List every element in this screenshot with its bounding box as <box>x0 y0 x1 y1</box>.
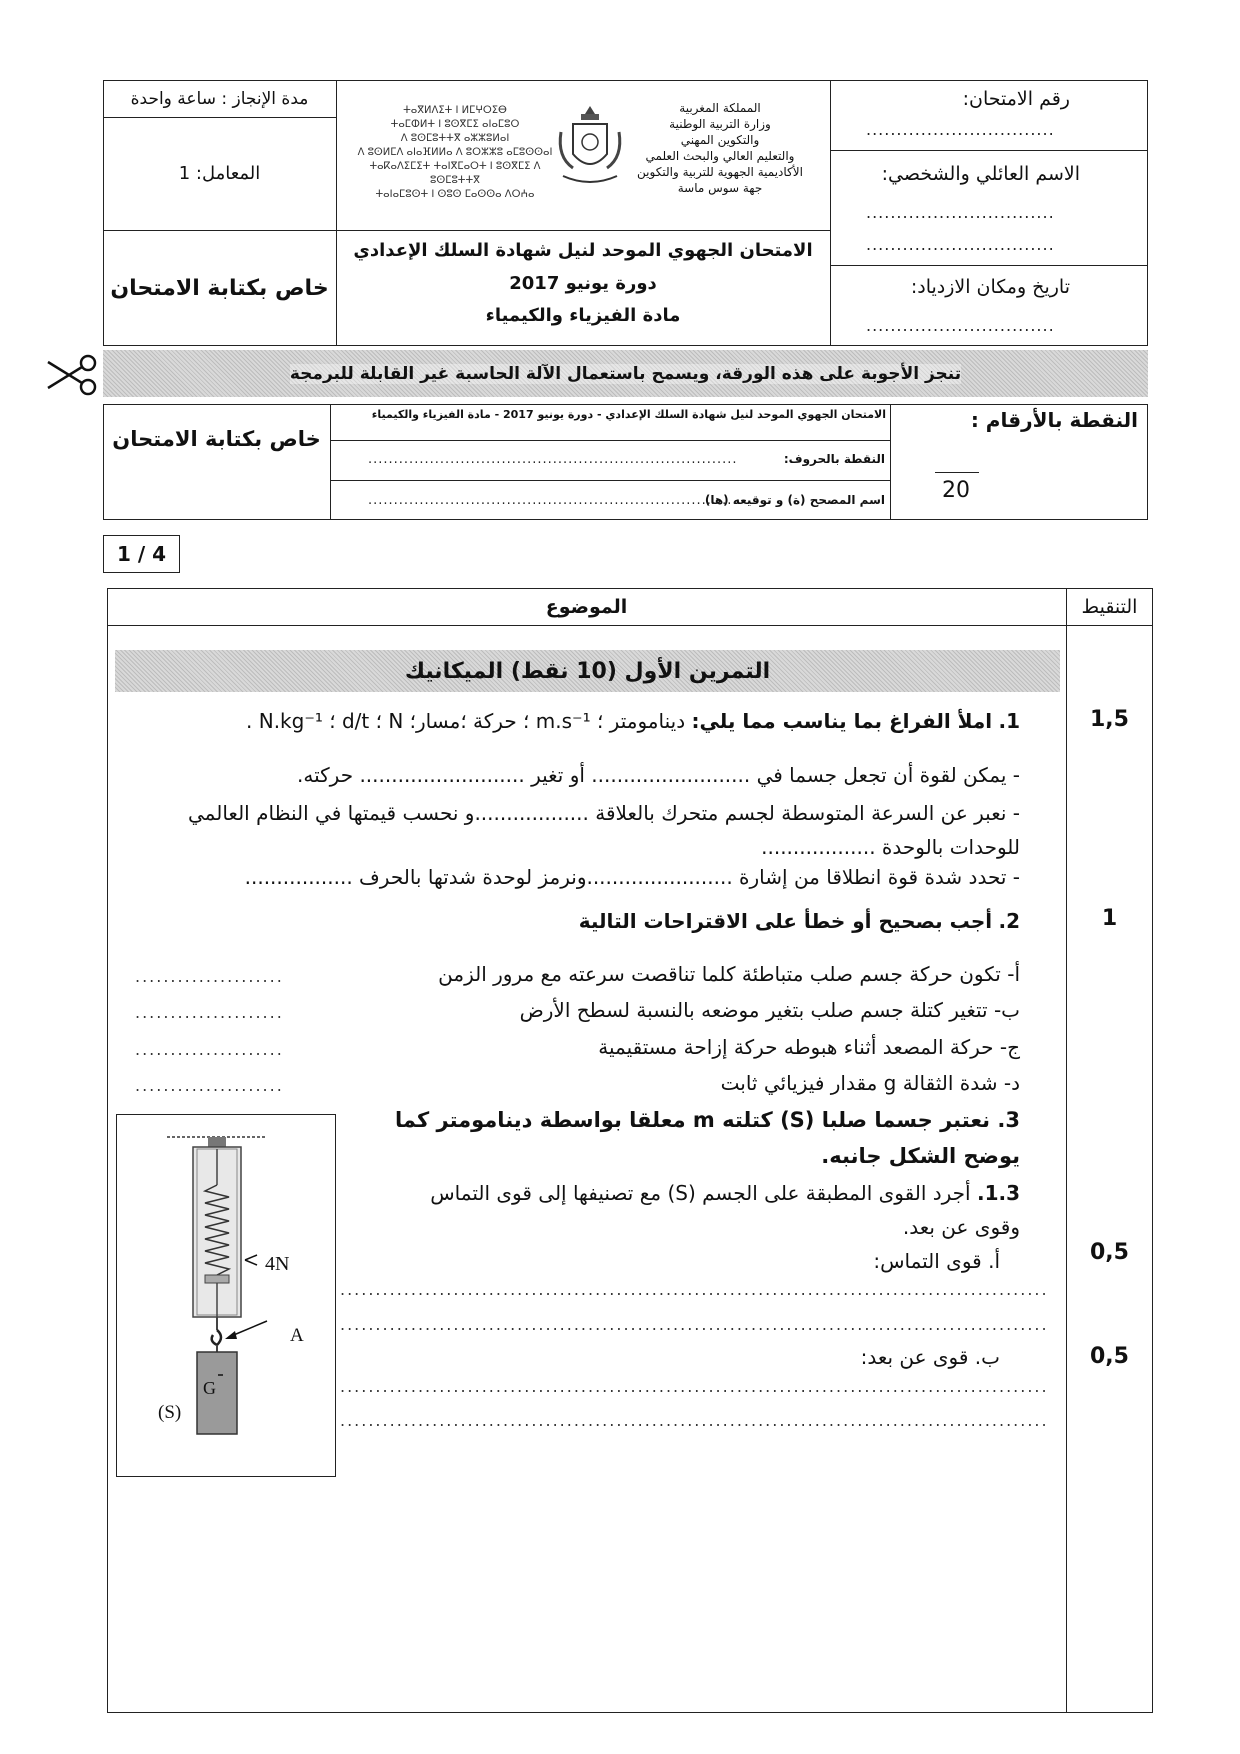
body-s-label: (S) <box>158 1402 182 1423</box>
q2-line <box>115 904 1020 938</box>
exam-title: الامتحان الجهوي الموحد لنيل شهادة السلك الإعدادي <box>353 239 813 261</box>
q2-text: أجب بصحيح أو خطأ على الاقتراحات التالية <box>578 909 993 933</box>
q2-answer-a[interactable]: ..................... <box>135 967 284 986</box>
birth-field[interactable]: ............................... <box>866 316 1055 335</box>
q1-number: 1. <box>998 709 1020 733</box>
exam-subject: مادة الفيزياء والكيمياء <box>485 304 681 326</box>
q2-answer-c[interactable]: ..................... <box>135 1040 284 1059</box>
distance-answer-2[interactable]: .................................................................................................... <box>340 1411 1049 1430</box>
score-letters-field[interactable]: ........................................................................ <box>368 452 738 467</box>
q3-number: 3. <box>997 1108 1020 1132</box>
q1-line <box>115 704 1020 738</box>
q3-1-statement: أجرد القوى المطبقة على الجسم (S) مع تصنيفها إلى قوى التماس وقوى عن بعد. <box>430 1181 1020 1239</box>
score-digits-label: النقطة بالأرقام : <box>970 408 1138 432</box>
point-a-label: A <box>290 1325 304 1346</box>
q3-contact-points: 0,5 <box>1090 1240 1129 1265</box>
q2-points: 1 <box>1101 906 1118 931</box>
corrector-field[interactable]: ........................................................................ <box>368 493 738 508</box>
birth-label: تاريخ ومكان الازدياد: <box>910 276 1070 298</box>
q1-line-c: للوحدات بالوحدة .................. <box>761 835 1020 859</box>
dynamometer-figure <box>116 1114 336 1477</box>
page-number: 1 / 4 <box>103 535 180 573</box>
q3-text <box>395 1102 1020 1174</box>
q1-options: دينامومتر ؛ m.s⁻¹ ؛ حركة ؛مسار؛ N ؛ d/t ؛ N.kg⁻¹ . <box>246 709 686 733</box>
center-g-label: G <box>203 1378 216 1398</box>
grading-reserved-label: خاص بكتابة الامتحان <box>112 427 321 451</box>
col-grading-header: التنقيط <box>1081 595 1138 618</box>
name-label: الاسم العائلي والشخصي: <box>881 163 1080 185</box>
duration-label: مدة الإنجاز : ساعة واحدة <box>130 88 309 109</box>
corrector-label: اسم المصحح (ة) و توقيعه (ها) <box>704 493 885 507</box>
tifinagh-block: ⵜⴰⴳⵍⴷⵉⵜ ⵏ ⵍⵎⵖⵔⵉⴱ ⵜⴰⵎⵀⵍⵜ ⵏ ⵓⵙⴳⵎⵉ ⴰⵏⴰⵎⵓⵔ ⴷ ⵓⵙⵎⵓⵜⵜⴳ ⴰⵣⵣⵓⵍⴰⵏ ⴷ ⵓⵙⵍⵎⴷ ⴰⵏⴰⴼⵍⵍⴰ ⴷ ⵓⵔⵣⵣⵓ ⴰⵎⵓⵙⵙⴰⵏ ⵜⴰⴽⴰⴷⵉⵎⵉⵜ ⵜⴰⵏⴳⵎⴰⵔⵜ ⵏ ⵓⵙⴳⵎⵉ ⴷ ⵓⵙⵎⵓⵜⵜⴳ ⵜⴰⵏⴰⵎⵓⵙⵜ ⵏ ⵙⵓⵙ ⵎⴰⵙⵙⴰ ⴷⵔⵄⴰ <box>357 105 553 200</box>
q3-1-number: 1.3. <box>976 1181 1020 1205</box>
name-field-1[interactable]: ............................... <box>866 203 1055 222</box>
contact-answer-1[interactable]: .................................................................................................... <box>340 1280 1049 1299</box>
coefficient-label: المعامل: 1 <box>178 163 261 184</box>
q2-item-d: د- شدة الثقالة g مقدار فيزيائي ثابت <box>720 1071 1020 1095</box>
cut-strip <box>103 350 1148 397</box>
q3-statement: نعتبر جسما صلبا (S) كتلته m معلقا بواسطة دينامومتر كما يوضح الشكل جانبه. <box>395 1108 1020 1168</box>
exercise-title <box>115 650 1060 692</box>
col-subject-header: الموضوع <box>545 595 628 618</box>
cut-strip-text: تنجز الأجوبة على هذه الورقة، ويسمح باستعمال الآلة الحاسبة غير القابلة للبرمجة <box>289 363 962 384</box>
exam-session: دورة يونيو 2017 <box>509 272 657 294</box>
q3-distance-points: 0,5 <box>1090 1344 1129 1369</box>
q2-answer-b[interactable]: ..................... <box>135 1003 284 1022</box>
distance-label: ب. قوى عن بعد: <box>860 1345 1000 1369</box>
reserved-label: خاص بكتابة الامتحان <box>110 275 329 301</box>
scissors-icon <box>44 354 102 396</box>
grading-exam-line: الامتحان الجهوي الموحد لنيل شهادة السلك الإعدادي - دورة يونيو 2017 - مادة الفيزياء والكيمياء <box>371 408 886 421</box>
q1-text: املأ الفراغ بما يناسب مما يلي: <box>691 709 993 733</box>
q2-number: 2. <box>998 909 1020 933</box>
score-out-of: 20 <box>942 478 970 503</box>
contact-label: أ. قوى التماس: <box>873 1249 1000 1273</box>
force-label: 4N <box>265 1253 290 1275</box>
exam-number-field[interactable]: ............................... <box>866 120 1055 139</box>
ministry-block: المملكة المغربية وزارة التربية الوطنية والتكوين المهني والتعليم العالي والبحث العلمي الأكاديمية الجهوية للتربية والتكوين جهة سوس ماسة <box>637 101 803 195</box>
q2-item-c: ج- حركة المصعد أثناء هبوطه حركة إزاحة مستقيمية <box>598 1035 1020 1059</box>
distance-answer-1[interactable]: .................................................................................................... <box>340 1377 1049 1396</box>
name-field-2[interactable]: ............................... <box>866 235 1055 254</box>
q2-item-a: أ- تكون حركة جسم صلب متباطئة كلما تناقصت سرعته مع مرور الزمن <box>438 962 1020 986</box>
q1-line-b: - نعبر عن السرعة المتوسطة لجسم متحرك بالعلاقة ..................و نحسب قيمتها في النظام العالمي <box>188 801 1020 825</box>
coat-of-arms-icon <box>555 102 625 192</box>
q3-1-text <box>420 1176 1020 1244</box>
q2-item-b: ب- تتغير كتلة جسم صلب بتغير موضعه بالنسبة لسطح الأرض <box>519 998 1020 1022</box>
q2-answer-d[interactable]: ..................... <box>135 1076 284 1095</box>
score-letters-label: النقطة بالحروف: <box>783 452 885 466</box>
exercise-title-text: التمرين الأول (10 نقط) الميكانيك <box>404 658 771 684</box>
q1-line-a: - يمكن لقوة أن تجعل جسما في ......................... أو تغير .......................... حركته. <box>297 763 1020 787</box>
q1-points: 1,5 <box>1090 707 1129 732</box>
exam-number-label: رقم الامتحان: <box>962 88 1070 110</box>
contact-answer-2[interactable]: .................................................................................................... <box>340 1315 1049 1334</box>
q1-line-d: - تحدد شدة قوة انطلاقا من إشارة .......................ونرمز لوحدة شدتها بالحرف ................. <box>244 865 1020 889</box>
